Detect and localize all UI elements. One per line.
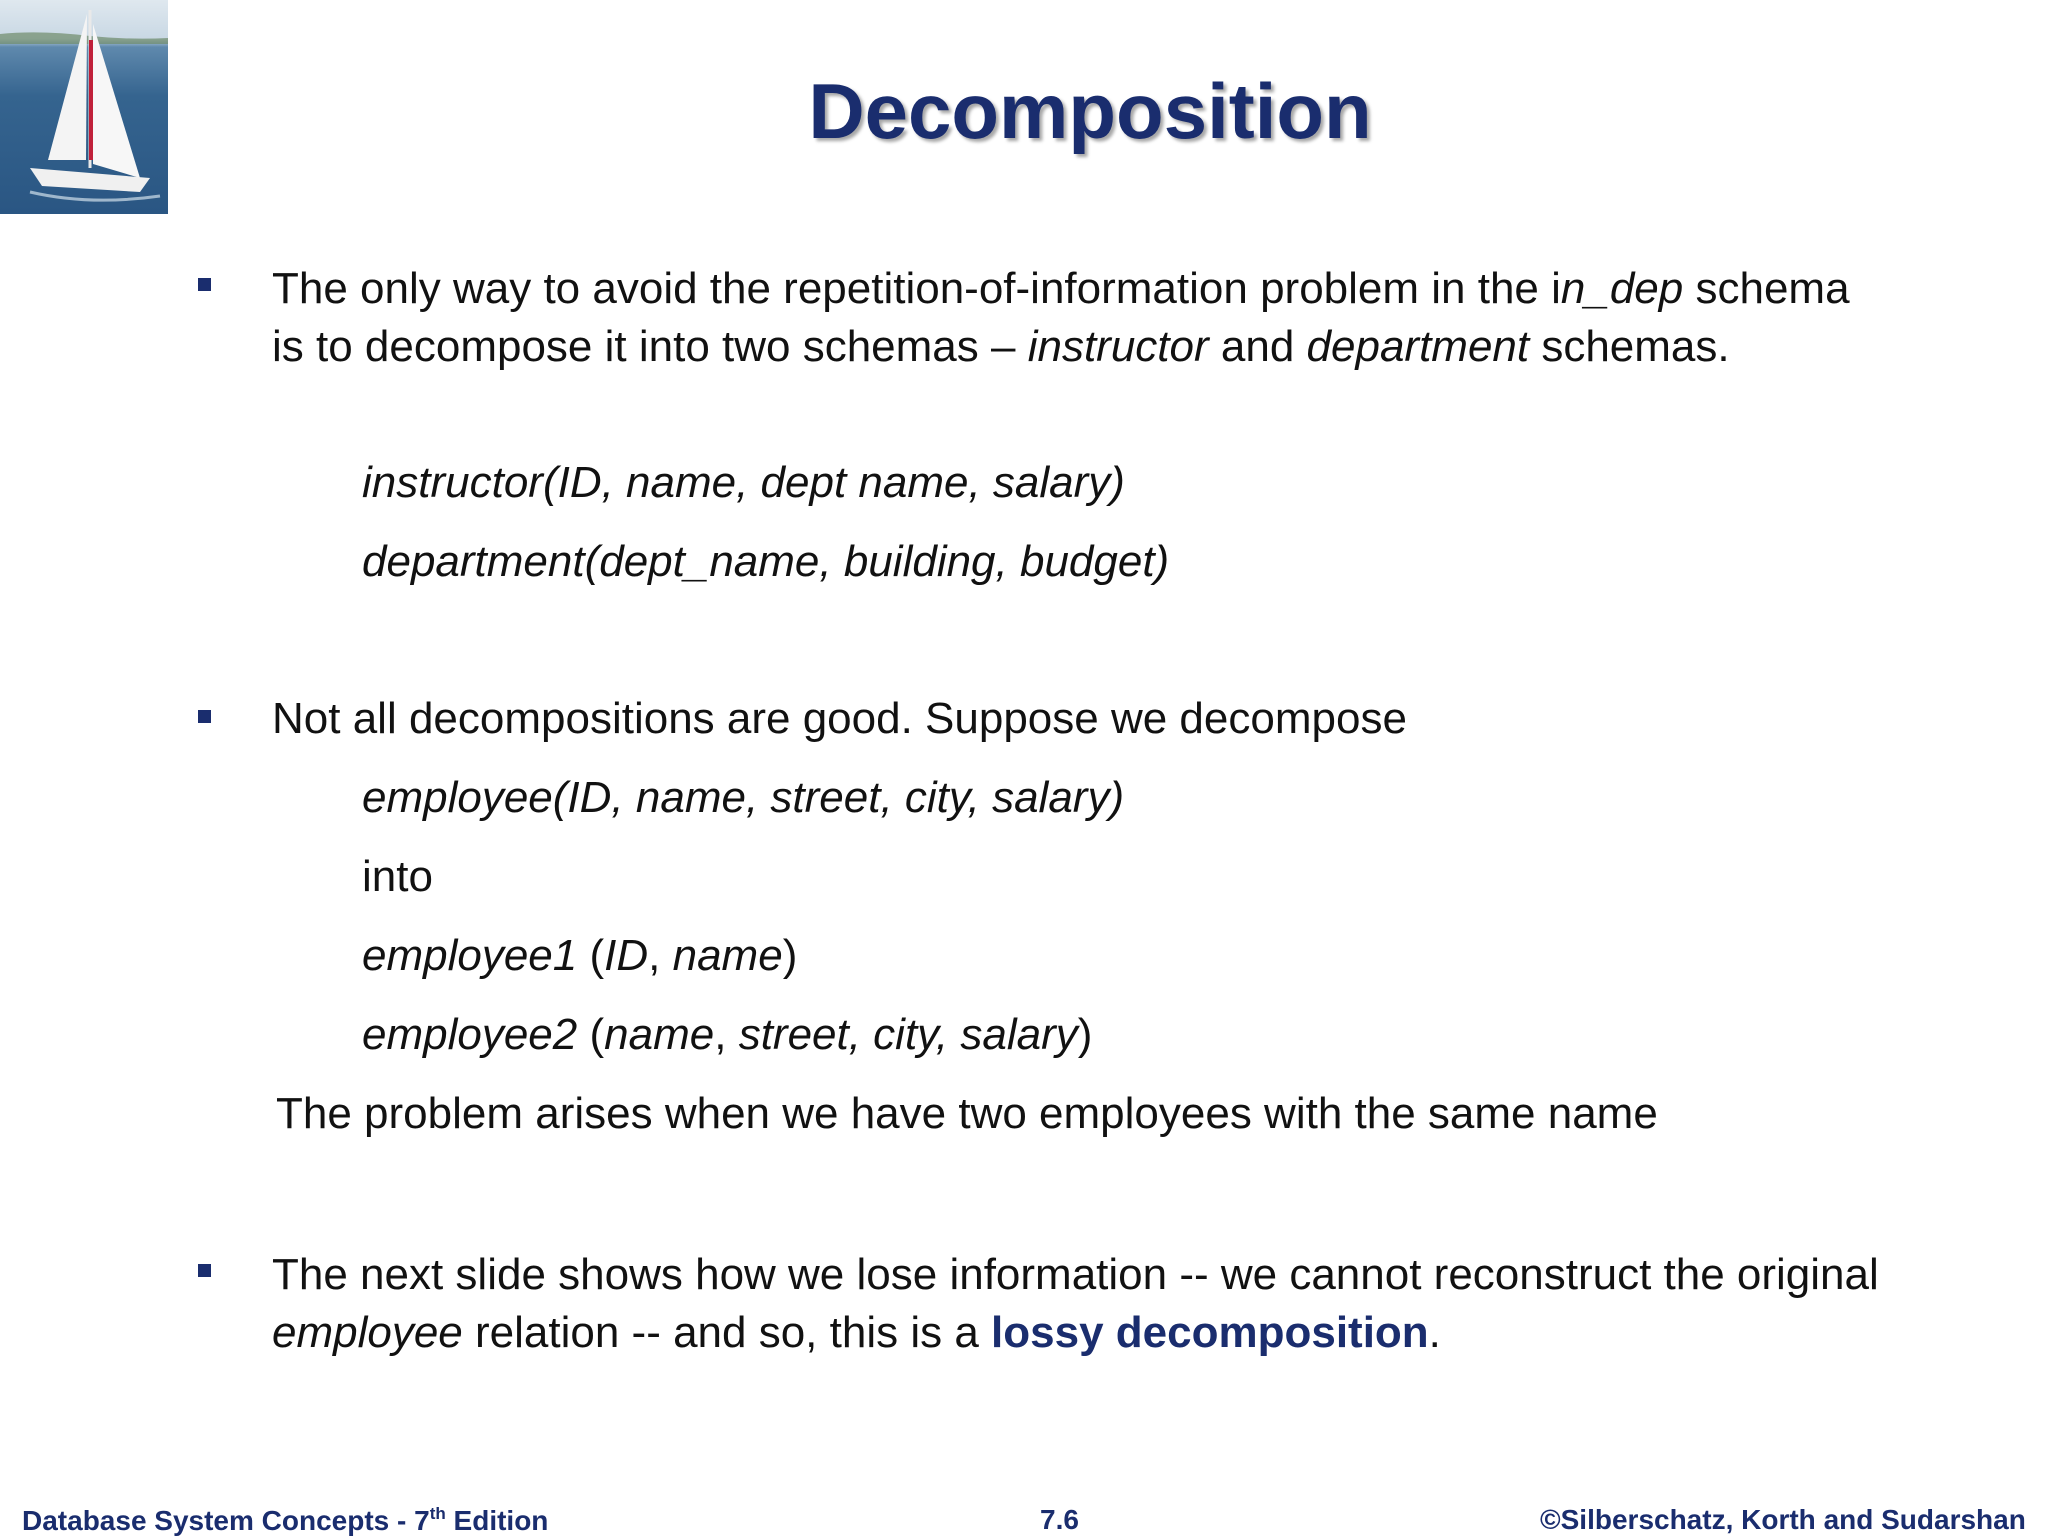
- into-text: into: [362, 852, 433, 901]
- text-span: th: [429, 1504, 446, 1523]
- text-span: The only way to avoid the repetition-of-information problem in the i: [272, 264, 1561, 313]
- text-span: street, city, salary: [738, 1010, 1078, 1059]
- text-span: and: [1208, 322, 1307, 371]
- instructor-schema: instructor(ID, name, dept name, salary): [362, 458, 1125, 507]
- text-span: schema is to decompose it into two schemas –: [272, 264, 1850, 371]
- bullet-1-text: [272, 260, 1892, 376]
- text-span: Edition: [445, 1505, 549, 1536]
- problem-note: The problem arises when we have two employees with the same name: [276, 1089, 1658, 1138]
- bullet-marker-2: [198, 710, 211, 723]
- text-span: schemas.: [1529, 322, 1730, 371]
- bullet-3-text: [272, 1246, 1892, 1362]
- bullet-2-text: Not all decompositions are good. Suppose we decompose: [272, 694, 1407, 743]
- text-span: employee1: [362, 931, 578, 980]
- text-span: ,: [714, 1010, 739, 1059]
- text-span: employee2: [362, 1010, 578, 1059]
- text-span: ): [782, 931, 798, 980]
- lossy-decomposition-term: lossy decomposition: [991, 1308, 1429, 1357]
- text-span: ): [1077, 1010, 1093, 1059]
- department-schema: department(dept_name, building, budget): [362, 537, 1170, 586]
- text-span: name: [672, 931, 783, 980]
- text-span: department: [1306, 322, 1530, 371]
- text-span: ,: [648, 931, 673, 980]
- text-span: .: [1428, 1308, 1441, 1357]
- text-span: name: [604, 1010, 715, 1059]
- bullet-marker-1: [198, 278, 211, 291]
- text-span: Database System Concepts - 7: [22, 1505, 430, 1536]
- text-span: relation -- and so, this is a: [462, 1308, 992, 1357]
- employee2-schema: [362, 1010, 1092, 1060]
- bullet-marker-3: [198, 1264, 211, 1277]
- text-span: ID: [604, 931, 649, 980]
- text-span: n_dep: [1560, 264, 1684, 313]
- employee-schema: employee(ID, name, street, city, salary): [362, 773, 1125, 822]
- text-span: employee: [272, 1308, 463, 1357]
- employee1-schema: [362, 931, 797, 981]
- footer-right: ©Silberschatz, Korth and Sudarshan: [1540, 1504, 2026, 1535]
- text-span: (: [577, 1010, 605, 1059]
- text-span: The next slide shows how we lose information -- we cannot reconstruct the original: [272, 1250, 1879, 1299]
- text-span: instructor: [1027, 322, 1209, 371]
- slide-title: Decomposition: [808, 67, 1372, 155]
- text-span: (: [577, 931, 605, 980]
- page-number: 7.6: [1040, 1504, 1079, 1535]
- footer-left: [22, 1504, 548, 1537]
